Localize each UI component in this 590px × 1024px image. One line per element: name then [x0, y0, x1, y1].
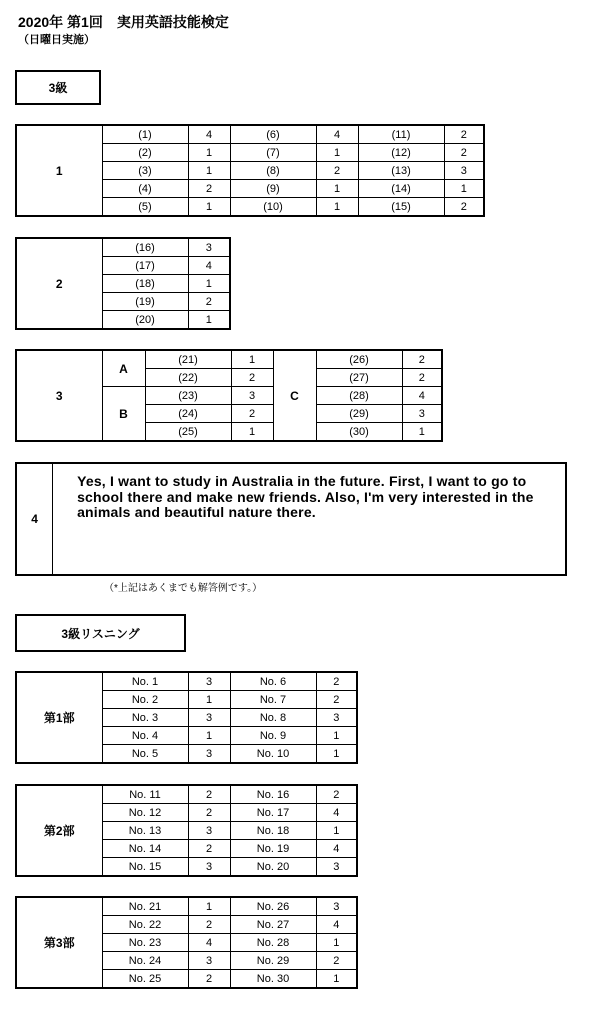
question-number: (15)	[358, 198, 444, 217]
question-number: (10)	[230, 198, 316, 217]
question-number: (6)	[230, 125, 316, 144]
group-b-label: B	[102, 387, 145, 442]
section1-table	[15, 124, 485, 217]
section4-answer: Yes, I want to study in Australia in the future. First, I want to go to school there and make new friends. Also, I'm very interested in the animals and beautiful nature there.	[77, 473, 534, 520]
answer-value: 2	[188, 916, 230, 934]
table-row	[16, 672, 357, 691]
question-number: (11)	[358, 125, 444, 144]
question-number: No. 16	[230, 785, 316, 804]
section2-label: 2	[16, 238, 102, 329]
answer-value: 2	[188, 785, 230, 804]
answer-value: 2	[444, 125, 484, 144]
question-number: (2)	[102, 144, 188, 162]
answer-value: 2	[188, 804, 230, 822]
answer-value: 2	[188, 970, 230, 989]
question-number: No. 28	[230, 934, 316, 952]
answer-value: 2	[188, 840, 230, 858]
listening-part3-table	[15, 896, 358, 989]
answer-value: 1	[188, 897, 230, 916]
answer-value: 3	[188, 858, 230, 877]
question-number: No. 15	[102, 858, 188, 877]
section2-table	[15, 237, 231, 330]
answer-value: 1	[316, 970, 357, 989]
question-number: No. 3	[102, 709, 188, 727]
question-number: (24)	[145, 405, 231, 423]
listening-part-label: 第1部	[16, 672, 102, 763]
question-number: No. 20	[230, 858, 316, 877]
answer-value: 1	[316, 198, 358, 217]
section3-label: 3	[16, 350, 102, 441]
answer-value: 3	[188, 745, 230, 764]
question-number: No. 6	[230, 672, 316, 691]
section4-label: 4	[17, 464, 53, 574]
group-a-label: A	[102, 350, 145, 387]
section4-box	[15, 462, 567, 576]
answer-value: 3	[188, 238, 230, 257]
listening-part-label: 第3部	[16, 897, 102, 988]
answer-value: 1	[188, 727, 230, 745]
question-number: No. 13	[102, 822, 188, 840]
table-row	[16, 785, 357, 804]
question-number: (29)	[316, 405, 402, 423]
answer-value: 1	[316, 934, 357, 952]
question-number: (5)	[102, 198, 188, 217]
listening-part1-table	[15, 671, 358, 764]
question-number: No. 9	[230, 727, 316, 745]
question-number: (28)	[316, 387, 402, 405]
question-number: No. 18	[230, 822, 316, 840]
table-row	[16, 897, 357, 916]
answer-value: 4	[316, 916, 357, 934]
question-number: No. 21	[102, 897, 188, 916]
answer-value: 2	[402, 350, 442, 369]
question-number: (13)	[358, 162, 444, 180]
question-number: (14)	[358, 180, 444, 198]
page-title: 2020年 第1回 実用英語技能検定	[18, 14, 229, 30]
section1-label: 1	[16, 125, 102, 216]
answer-value: 2	[231, 405, 273, 423]
answer-value: 2	[402, 369, 442, 387]
answer-value: 3	[316, 709, 357, 727]
question-number: (20)	[102, 311, 188, 330]
answer-value: 4	[316, 125, 358, 144]
answer-value: 1	[316, 144, 358, 162]
question-number: No. 14	[102, 840, 188, 858]
question-number: No. 8	[230, 709, 316, 727]
answer-value: 1	[316, 180, 358, 198]
answer-value: 1	[188, 275, 230, 293]
answer-value: 4	[316, 840, 357, 858]
answer-value: 1	[316, 727, 357, 745]
answer-value: 2	[231, 369, 273, 387]
answer-value: 3	[188, 952, 230, 970]
table-row	[16, 125, 484, 144]
question-number: No. 4	[102, 727, 188, 745]
answer-value: 1	[231, 350, 273, 369]
question-number: (18)	[102, 275, 188, 293]
question-number: No. 19	[230, 840, 316, 858]
answer-value: 4	[188, 257, 230, 275]
listening-part-label: 第2部	[16, 785, 102, 876]
section3-table	[15, 349, 443, 442]
question-number: (26)	[316, 350, 402, 369]
answer-value: 3	[444, 162, 484, 180]
answer-value: 1	[316, 745, 357, 764]
question-number: (19)	[102, 293, 188, 311]
listening-part2-table	[15, 784, 358, 877]
answer-value: 1	[188, 198, 230, 217]
answer-value: 2	[316, 785, 357, 804]
answer-value: 3	[316, 897, 357, 916]
question-number: No. 22	[102, 916, 188, 934]
question-number: No. 25	[102, 970, 188, 989]
question-number: No. 24	[102, 952, 188, 970]
question-number: (3)	[102, 162, 188, 180]
page-subtitle: （日曜日実施）	[18, 34, 95, 46]
question-number: (22)	[145, 369, 231, 387]
answer-value: 3	[316, 858, 357, 877]
answer-value: 2	[444, 144, 484, 162]
question-number: (25)	[145, 423, 231, 442]
question-number: (27)	[316, 369, 402, 387]
question-number: No. 23	[102, 934, 188, 952]
answer-value: 1	[402, 423, 442, 442]
question-number: No. 26	[230, 897, 316, 916]
question-number: (1)	[102, 125, 188, 144]
question-number: No. 27	[230, 916, 316, 934]
answer-value: 2	[188, 293, 230, 311]
answer-value: 3	[231, 387, 273, 405]
question-number: (4)	[102, 180, 188, 198]
answer-value: 3	[188, 822, 230, 840]
question-number: (23)	[145, 387, 231, 405]
question-number: (16)	[102, 238, 188, 257]
answer-value: 4	[188, 125, 230, 144]
question-number: No. 29	[230, 952, 316, 970]
question-number: No. 5	[102, 745, 188, 764]
answer-value: 1	[444, 180, 484, 198]
answer-value: 2	[316, 691, 357, 709]
question-number: No. 10	[230, 745, 316, 764]
answer-value: 2	[188, 180, 230, 198]
written-section-label: 3級	[15, 70, 101, 105]
question-number: No. 1	[102, 672, 188, 691]
answer-value: 3	[402, 405, 442, 423]
answer-value: 3	[188, 709, 230, 727]
question-number: No. 30	[230, 970, 316, 989]
table-row	[16, 238, 230, 257]
answer-value: 4	[316, 804, 357, 822]
question-number: No. 7	[230, 691, 316, 709]
answer-value: 1	[231, 423, 273, 442]
answer-value: 2	[316, 672, 357, 691]
table-row	[16, 350, 442, 369]
question-number: No. 2	[102, 691, 188, 709]
question-number: (21)	[145, 350, 231, 369]
answer-value: 2	[316, 952, 357, 970]
listening-section-label: 3級リスニング	[15, 614, 186, 652]
question-number: No. 11	[102, 785, 188, 804]
question-number: (9)	[230, 180, 316, 198]
answer-value: 3	[188, 672, 230, 691]
section4-note: （*上記はあくまでも解答例です。）	[104, 583, 263, 594]
question-number: No. 17	[230, 804, 316, 822]
answer-value: 1	[188, 311, 230, 330]
answer-value: 4	[402, 387, 442, 405]
answer-value: 1	[188, 144, 230, 162]
question-number: (7)	[230, 144, 316, 162]
answer-value: 1	[316, 822, 357, 840]
question-number: No. 12	[102, 804, 188, 822]
answer-value: 2	[444, 198, 484, 217]
answer-value: 4	[188, 934, 230, 952]
answer-value: 2	[316, 162, 358, 180]
answer-value: 1	[188, 691, 230, 709]
question-number: (12)	[358, 144, 444, 162]
group-c-label: C	[273, 350, 316, 441]
answer-value: 1	[188, 162, 230, 180]
question-number: (8)	[230, 162, 316, 180]
question-number: (17)	[102, 257, 188, 275]
question-number: (30)	[316, 423, 402, 442]
